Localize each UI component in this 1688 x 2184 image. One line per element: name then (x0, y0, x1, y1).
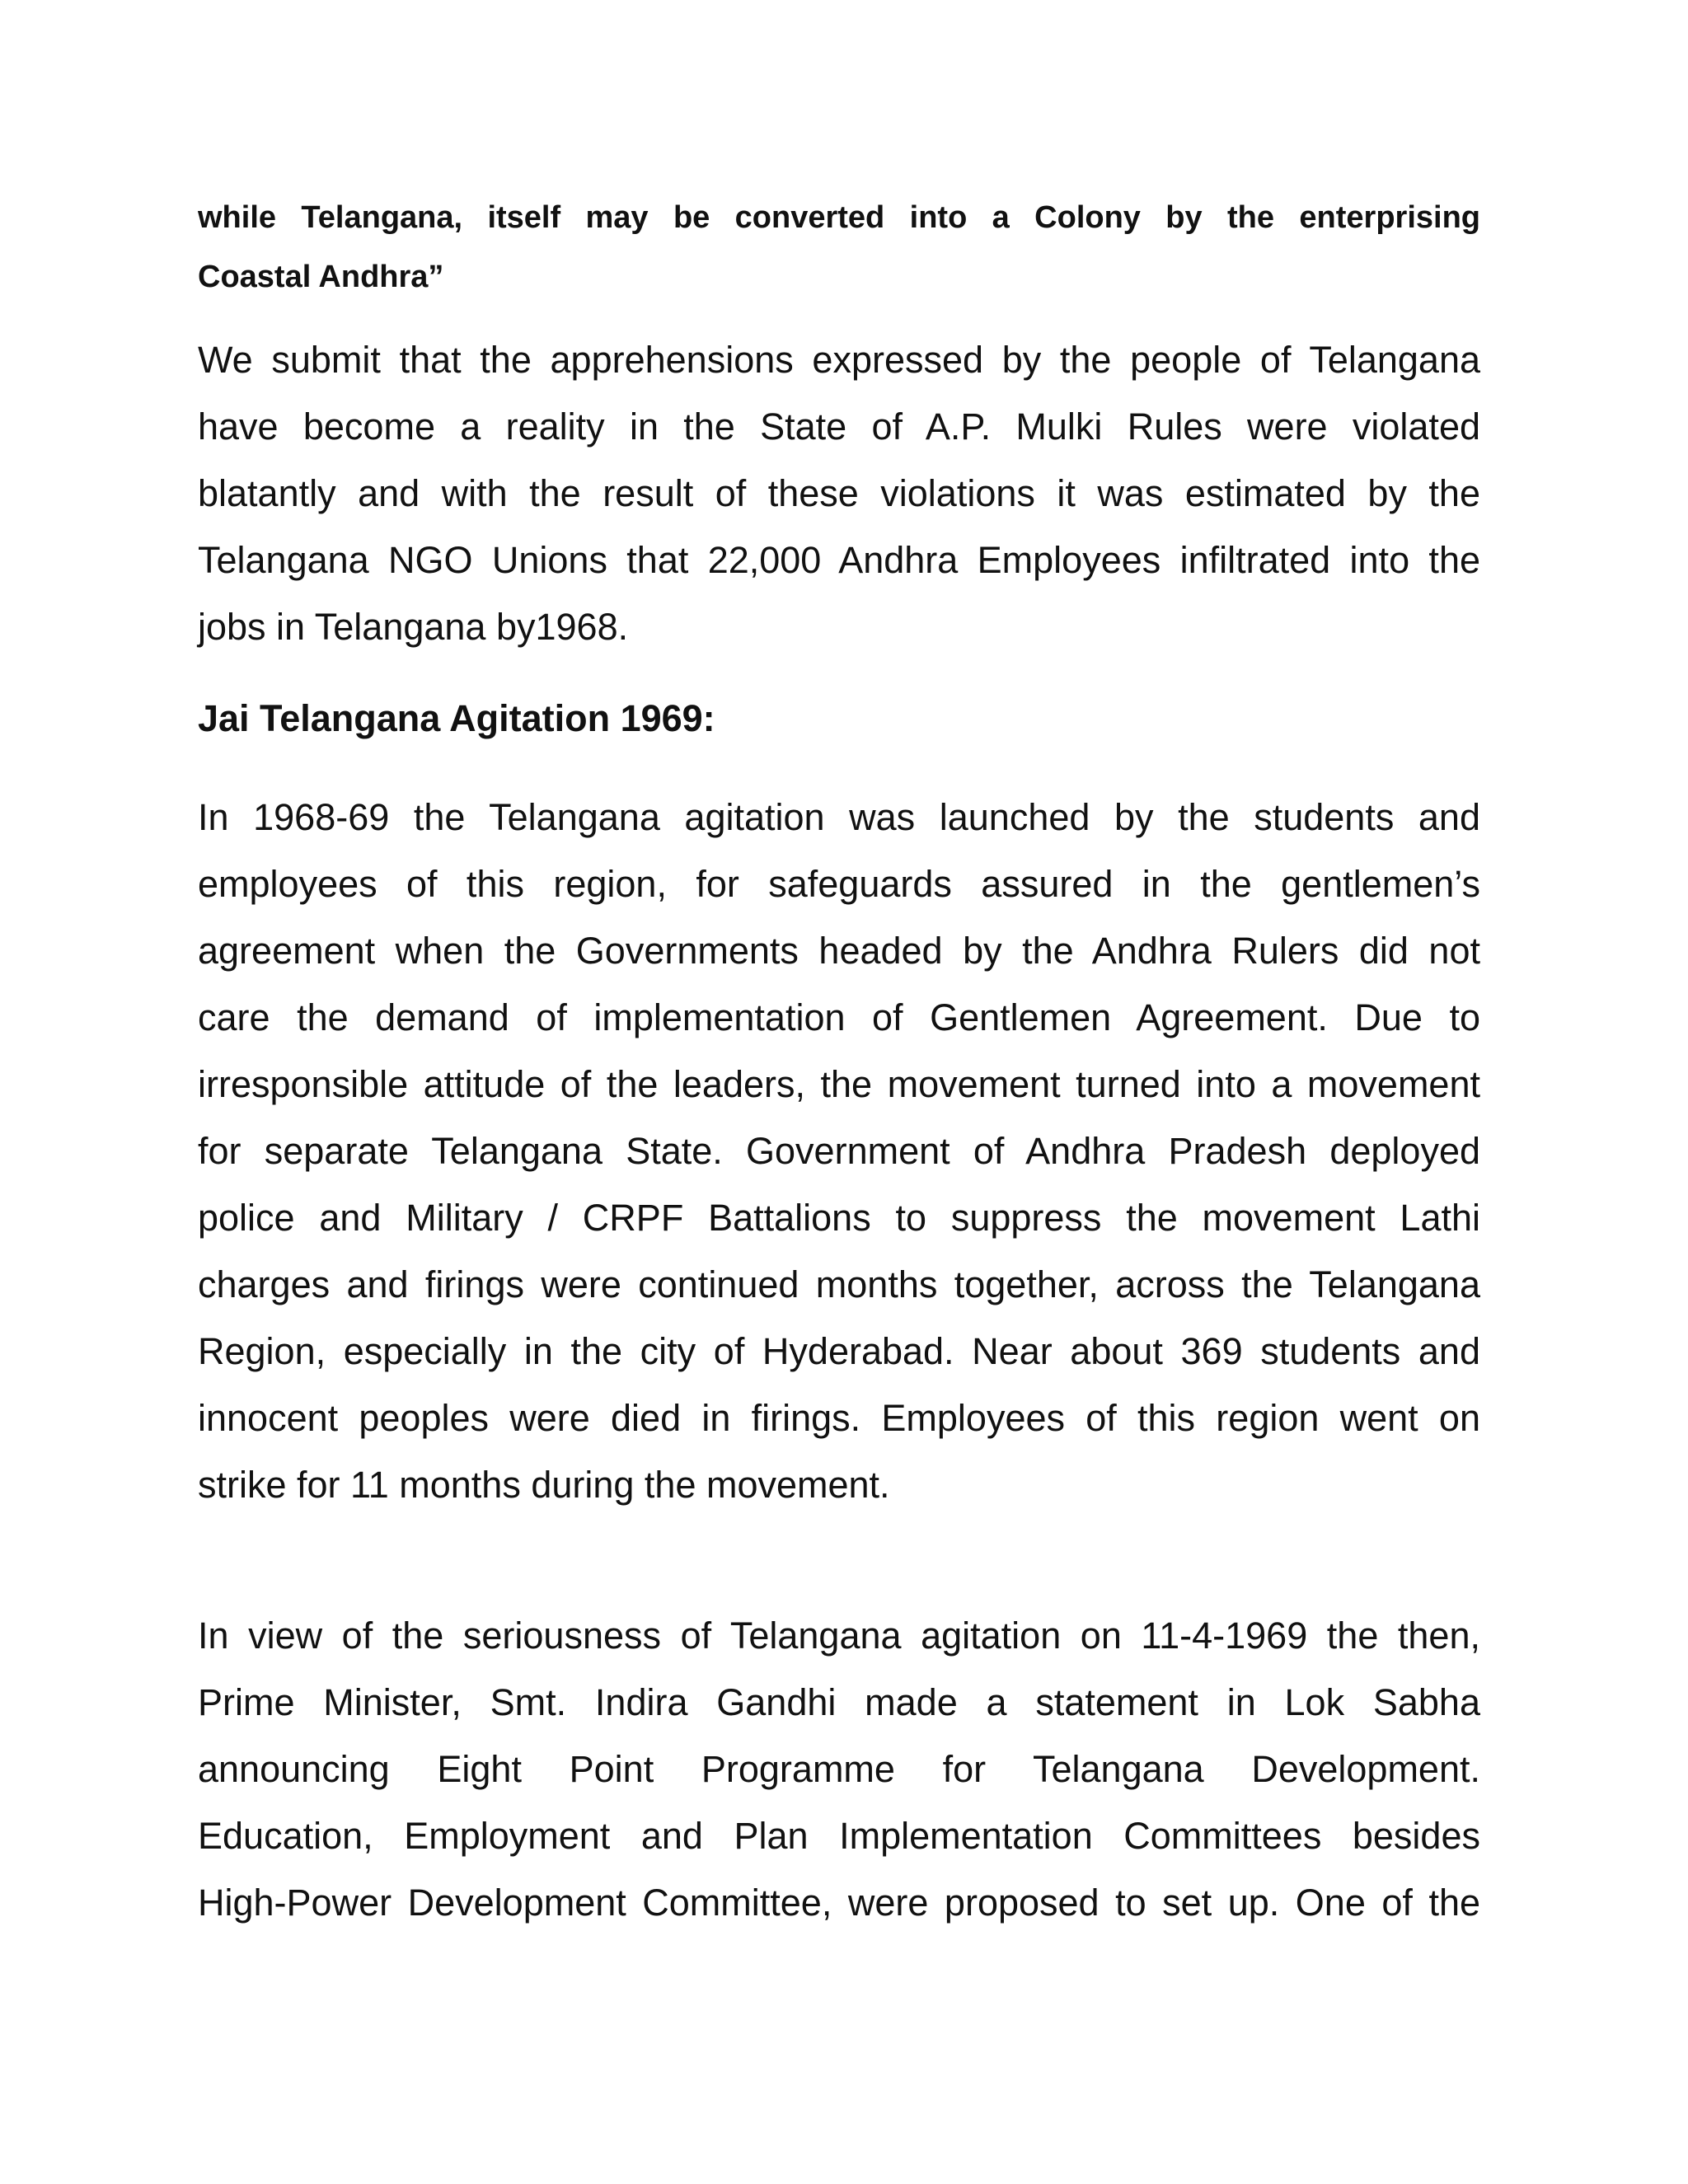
quote-line-2: Coastal Andhra” (198, 260, 444, 294)
paragraph-3-line: In view of the seriousness of Telangana agitation on 11-4-1969 the then, (198, 1615, 1480, 1657)
paragraph-2-line: agreement when the Governments headed by the Andhra Rulers did not (198, 930, 1480, 972)
paragraph-3 (198, 1602, 1480, 1936)
paragraph-1-line: blatantly and with the result of these violations it was estimated by the (198, 472, 1480, 514)
quote-block (198, 188, 1480, 307)
section-heading: Jai Telangana Agitation 1969: (198, 697, 715, 739)
paragraph-1 (198, 326, 1480, 660)
paragraph-3-line: Prime Minister, Smt. Indira Gandhi made a statement in Lok Sabha (198, 1681, 1480, 1723)
paragraph-3-line: announcing Eight Point Programme for Telangana Development. (198, 1748, 1480, 1790)
paragraph-2-line: employees of this region, for safeguards assured in the gentlemen’s (198, 863, 1480, 905)
paragraph-2-line: In 1968-69 the Telangana agitation was launched by the students and (198, 796, 1480, 838)
paragraph-3-line: High-Power Development Committee, were proposed to set up. One of the (198, 1882, 1480, 1924)
paragraph-3-line: Education, Employment and Plan Implementation Committees besides (198, 1815, 1480, 1857)
paragraph-2 (198, 784, 1480, 1518)
paragraph-1-line: jobs in Telangana by1968. (198, 606, 629, 648)
paragraph-1-line: Telangana NGO Unions that 22,000 Andhra Employees infiltrated into the (198, 539, 1480, 581)
paragraph-2-line: care the demand of implementation of Gentlemen Agreement. Due to (198, 996, 1480, 1038)
paragraph-2-line: irresponsible attitude of the leaders, the movement turned into a movement (198, 1063, 1480, 1105)
quote-line-1: while Telangana, itself may be converted into a Colony by the enterprising (198, 200, 1480, 235)
paragraph-2-line: charges and firings were continued months together, across the Telangana (198, 1263, 1480, 1305)
paragraph-2-line: police and Military / CRPF Battalions to suppress the movement Lathi (198, 1197, 1480, 1239)
paragraph-2-line: strike for 11 months during the movement. (198, 1464, 890, 1506)
paragraph-1-line: have become a reality in the State of A.P. Mulki Rules were violated (198, 405, 1480, 448)
paragraph-2-line: innocent peoples were died in firings. Employees of this region went on (198, 1397, 1480, 1439)
paragraph-2-line: for separate Telangana State. Government of Andhra Pradesh deployed (198, 1130, 1480, 1172)
section-heading-container (198, 694, 1480, 743)
paragraph-1-line: We submit that the apprehensions expressed by the people of Telangana (198, 339, 1480, 381)
paragraph-2-line: Region, especially in the city of Hyderabad. Near about 369 students and (198, 1330, 1480, 1372)
